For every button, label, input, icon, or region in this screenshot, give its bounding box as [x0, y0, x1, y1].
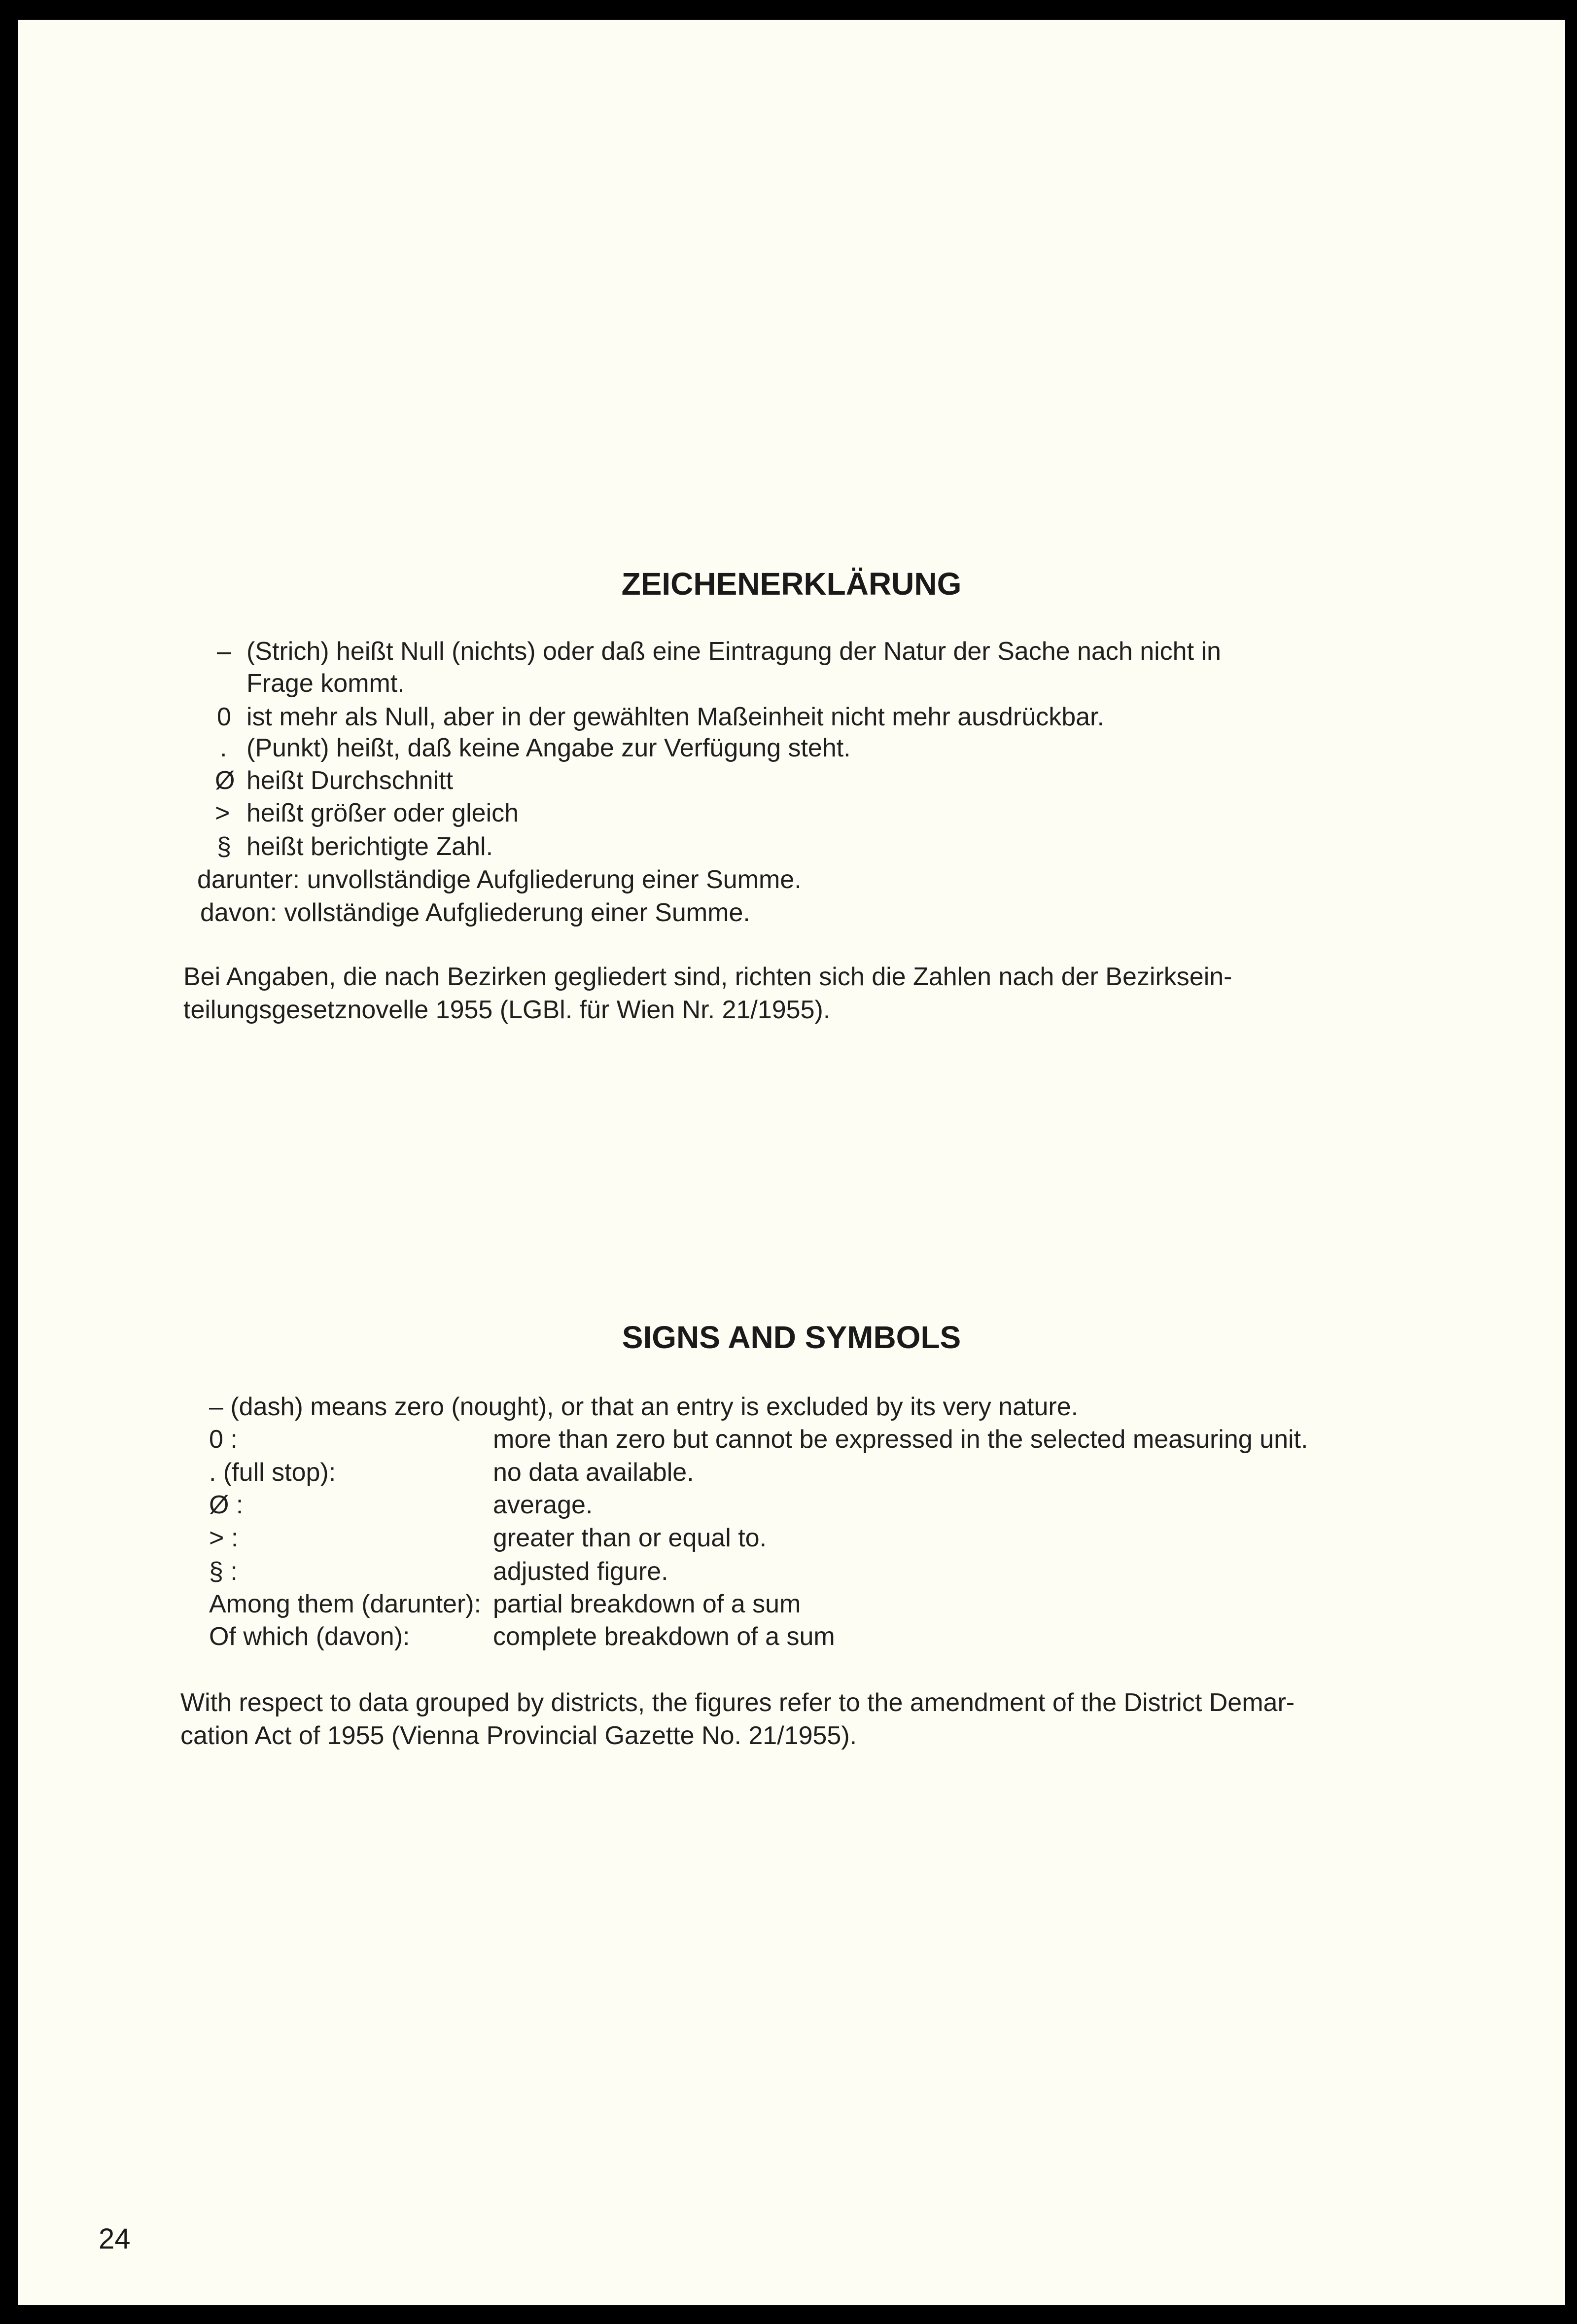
- english-meaning-section: adjusted figure.: [493, 1557, 668, 1586]
- english-meaning-greater: greater than or equal to.: [493, 1524, 767, 1552]
- german-entry-dash: [217, 635, 231, 668]
- german-entry-average-text: heißt Durchschnitt: [246, 766, 454, 795]
- entry-mark: –: [217, 637, 231, 666]
- english-dash-line: – (dash) means zero (nought), or that an entry is excluded by its very nature.: [209, 1393, 1079, 1421]
- english-term-davon: Of which (davon):: [209, 1622, 410, 1651]
- english-term-average: Ø :: [209, 1491, 244, 1519]
- german-entry-zero-text: ist mehr als Null, aber in der gewählten Maßeinheit nicht mehr ausdrückbar.: [246, 703, 1104, 731]
- german-section-title: ZEICHENERKLÄRUNG: [621, 566, 962, 602]
- english-section-title: SIGNS AND SYMBOLS: [622, 1320, 961, 1355]
- english-term-full-stop: . (full stop):: [209, 1458, 336, 1487]
- german-darunter: darunter: unvollständige Aufgliederung einer Summe.: [197, 865, 802, 894]
- german-entry-greater-text: heißt größer oder gleich: [246, 799, 519, 827]
- page-number: 24: [99, 2223, 131, 2255]
- german-note-line-1: Bei Angaben, die nach Bezirken gegliedert sind, richten sich die Zahlen nach der Bezirksein-: [183, 963, 1232, 991]
- english-note-line-2: cation Act of 1955 (Vienna Provincial Gazette No. 21/1955).: [180, 1721, 857, 1750]
- document-page: [18, 20, 1565, 2305]
- german-entry-dot-mark: .: [220, 734, 227, 762]
- english-term-zero: 0 :: [209, 1425, 238, 1454]
- german-note-line-2: teilungsgesetznovelle 1955 (LGBl. für Wien Nr. 21/1955).: [183, 996, 831, 1024]
- english-meaning-average: average.: [493, 1491, 593, 1519]
- english-term-section: § :: [209, 1557, 238, 1586]
- english-term-greater: > :: [209, 1524, 239, 1552]
- german-entry-greater-mark: >: [215, 799, 230, 827]
- german-entry-dash-continuation: Frage kommt.: [246, 669, 405, 698]
- german-district-note: [183, 961, 1232, 1027]
- german-entry-zero-mark: 0: [217, 703, 231, 731]
- english-note-line-1: With respect to data grouped by districts, the figures refer to the amendment of the District Demar-: [180, 1688, 1295, 1717]
- german-davon: davon: vollständige Aufgliederung einer Summe.: [200, 898, 750, 927]
- english-district-note: [180, 1686, 1295, 1752]
- english-meaning-darunter: partial breakdown of a sum: [493, 1590, 801, 1618]
- german-entry-average-mark: Ø: [215, 766, 235, 795]
- german-entry-section-text: heißt berichtigte Zahl.: [246, 832, 493, 861]
- german-entry-dash-text: (Strich) heißt Null (nichts) oder daß eine Eintragung der Natur der Sache nach nicht in: [246, 637, 1221, 666]
- english-meaning-davon: complete breakdown of a sum: [493, 1622, 835, 1651]
- german-entry-dot-text: (Punkt) heißt, daß keine Angabe zur Verfügung steht.: [246, 734, 851, 762]
- english-term-darunter: Among them (darunter):: [209, 1590, 482, 1618]
- english-meaning-zero: more than zero but cannot be expressed in the selected measuring unit.: [493, 1425, 1308, 1454]
- english-meaning-full-stop: no data available.: [493, 1458, 694, 1487]
- german-entry-section-mark: §: [217, 832, 231, 861]
